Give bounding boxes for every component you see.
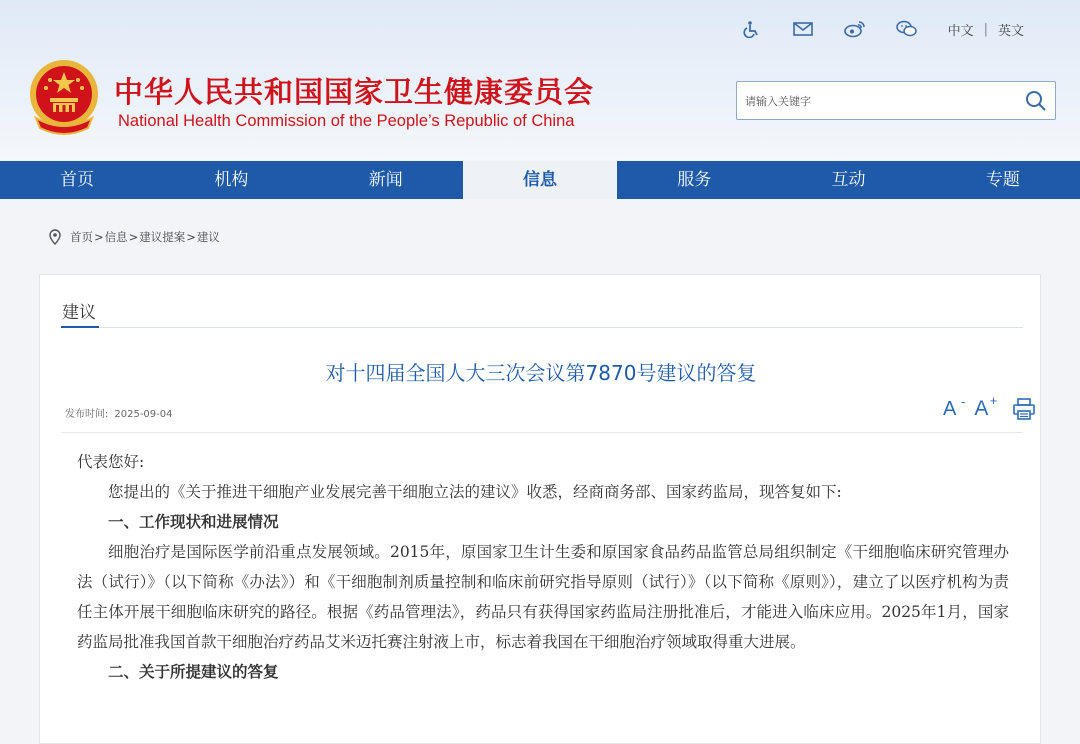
publish-date-label: 发布时间: — [65, 409, 109, 420]
article-card — [39, 274, 1041, 744]
nav-item-topics[interactable]: 专题 — [985, 170, 1020, 190]
section-label: 建议 — [62, 303, 96, 323]
article-divider — [61, 432, 1023, 433]
search-input[interactable] — [737, 82, 1017, 121]
font-increase-sign: + — [989, 393, 998, 408]
font-increase-letter: A — [974, 397, 989, 420]
font-decrease-sign: - — [961, 393, 966, 409]
lang-chinese-link[interactable]: 中文 — [947, 23, 974, 39]
nav-item-organization[interactable]: 机构 — [214, 170, 249, 190]
breadcrumb-proposals[interactable]: 建议提案 — [139, 230, 186, 244]
nav-item-news[interactable]: 新闻 — [368, 170, 403, 190]
search-box — [736, 81, 1056, 120]
article-title: 对十四届全国人大三次会议第7870号建议的答复 — [325, 361, 757, 385]
top-links — [740, 18, 1024, 40]
nav-item-home[interactable]: 首页 — [60, 170, 95, 190]
article-body — [77, 447, 1009, 687]
breadcrumb-separator: > — [128, 230, 139, 244]
site-title-english: National Health Commission of the People’s Republic of China — [118, 112, 575, 130]
font-decrease-letter: A — [943, 397, 957, 420]
location-pin-icon — [48, 229, 62, 245]
breadcrumb-separator: > — [94, 230, 104, 244]
main-nav — [0, 161, 1080, 199]
wechat-icon[interactable] — [896, 18, 918, 40]
section-underline — [61, 326, 99, 328]
site-header — [0, 0, 1080, 160]
nav-item-information[interactable]: 信息 — [463, 161, 617, 199]
national-emblem-logo[interactable] — [26, 58, 102, 140]
breadcrumb-current: 建议 — [196, 230, 220, 244]
section-divider — [61, 327, 1023, 328]
body-paragraph: 您提出的《关于推进干细胞产业发展完善干细胞立法的建议》收悉，经商商务部、国家药监局，现答复如下: — [108, 483, 842, 501]
weibo-icon[interactable] — [844, 18, 866, 40]
breadcrumb-separator: > — [186, 230, 196, 244]
lang-english-link[interactable]: 英文 — [997, 23, 1024, 39]
publish-date-value: 2025-09-04 — [114, 409, 173, 420]
accessibility-icon[interactable] — [740, 18, 762, 40]
lang-separator: | — [983, 21, 988, 37]
site-title-chinese: 中华人民共和国国家卫生健康委员会 — [114, 75, 595, 109]
search-icon[interactable] — [1025, 90, 1047, 112]
body-paragraph: 细胞治疗是国际医学前沿重点发展领域。2015年，原国家卫生计生委和原国家食品药品监管总局组织制定《干细胞临床研究管理办法（试行）》（以下简称《办法》）和《干细胞制剂质量控制和临床前研究指导原则（试行）》（以下简称《原则》），建立了以医疗机构为责任主体开展干细胞临床研究的路径。根据《药品管理法》，药品只有获得国家药监局注册批准后，才能进入临床应用。2025年1月，国家药监局批准我国首款干细胞治疗药品艾米迈托赛注射液上市，标志着我国在干细胞治疗领域取得重大进展。 — [77, 543, 1009, 651]
print-icon[interactable] — [1012, 397, 1036, 421]
breadcrumb — [48, 229, 220, 245]
mail-icon[interactable] — [792, 18, 814, 40]
font-decrease-button[interactable] — [943, 393, 966, 421]
breadcrumb-home[interactable]: 首页 — [70, 230, 93, 244]
font-increase-button[interactable] — [974, 393, 998, 421]
nav-item-services[interactable]: 服务 — [677, 170, 712, 190]
breadcrumb-information[interactable]: 信息 — [104, 230, 128, 244]
publish-date — [65, 405, 173, 420]
nav-item-interaction[interactable]: 互动 — [831, 170, 866, 190]
section-heading: 二、关于所提建议的答复 — [108, 663, 279, 681]
salutation: 代表您好: — [77, 453, 145, 471]
article-tools — [943, 393, 1036, 421]
section-heading: 一、工作现状和进展情况 — [108, 513, 279, 531]
